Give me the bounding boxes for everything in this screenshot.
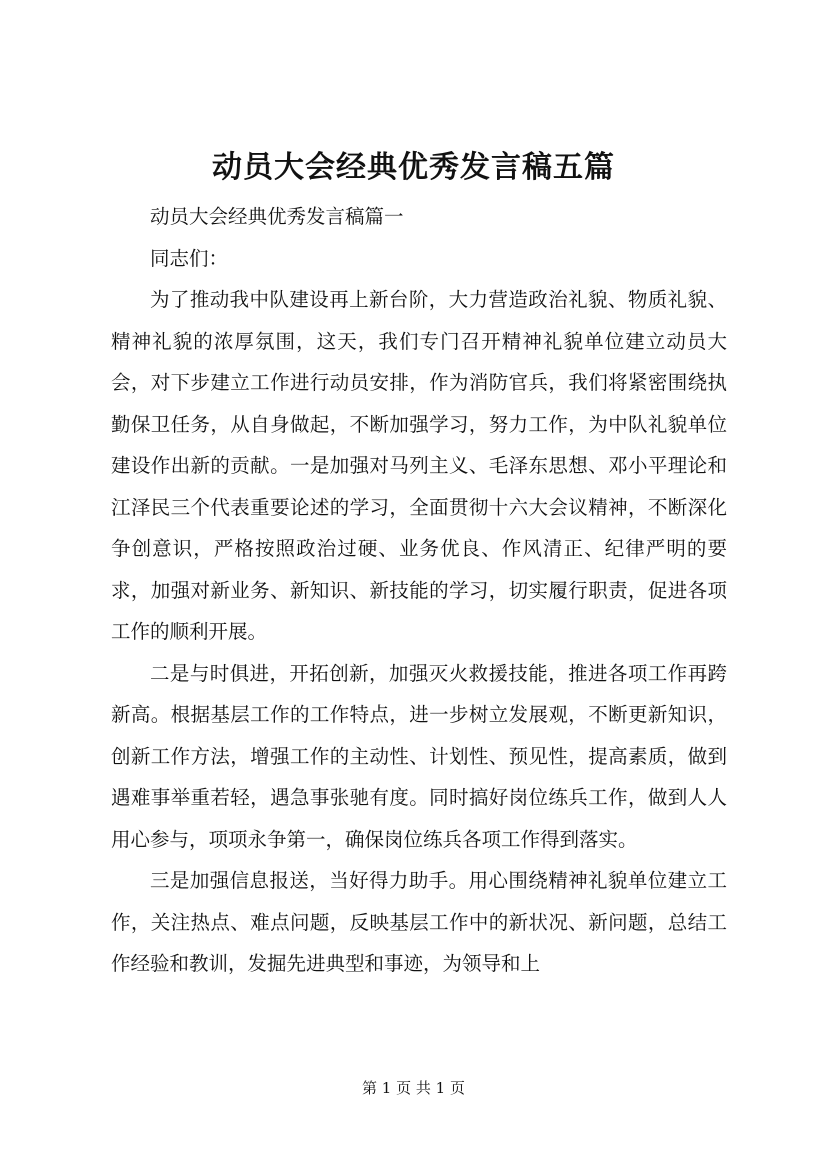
body-paragraph: 为了推动我中队建设再上新台阶，大力营造政治礼貌、物质礼貌、精神礼貌的浓厚氛围，这天，我们专门召开精神礼貌单位建立动员大会，对下步建立工作进行动员安排，作为消防官兵，我们将紧密围绕执勤保卫任务，从自身做起，不断加强学习，努力工作，为中队礼貌单位建设作出新的贡献。一是加强对马列主义、毛泽东思想、邓小平理论和江泽民三个代表重要论述的学习，全面贯彻十六大会议精神，不断深化争创意识，严格按照政治过硬、业务优良、作风清正、纪律严明的要求，加强对新业务、新知识、新技能的学习，切实履行职责，促进各项工作的顺利开展。	[111, 288, 727, 643]
page-footer: 第 1 页 共 1 页	[362, 1079, 465, 1097]
body-paragraph: 三是加强信息报送，当好得力助手。用心围绕精神礼貌单位建立工作，关注热点、难点问题，反映基层工作中的新状况、新问题，总结工作经验和教训，发掘先进典型和事迹，为领导和上	[111, 869, 727, 975]
salutation: 同志们：	[150, 246, 229, 270]
document-title: 动员大会经典优秀发言稿五篇	[212, 150, 615, 185]
document-body	[111, 196, 727, 985]
section-heading: 动员大会经典优秀发言稿篇一	[150, 205, 404, 228]
body-paragraph: 二是与时俱进，开拓创新，加强灭火救援技能，推进各项工作再跨新高。根据基层工作的工作特点，进一步树立发展观，不断更新知识，创新工作方法，增强工作的主动性、计划性、预见性，提高素质，做到遇难事举重若轻，遇急事张驰有度。同时搞好岗位练兵工作，做到人人用心参与，项项永争第一，确保岗位练兵各项工作得到落实。	[111, 661, 727, 851]
